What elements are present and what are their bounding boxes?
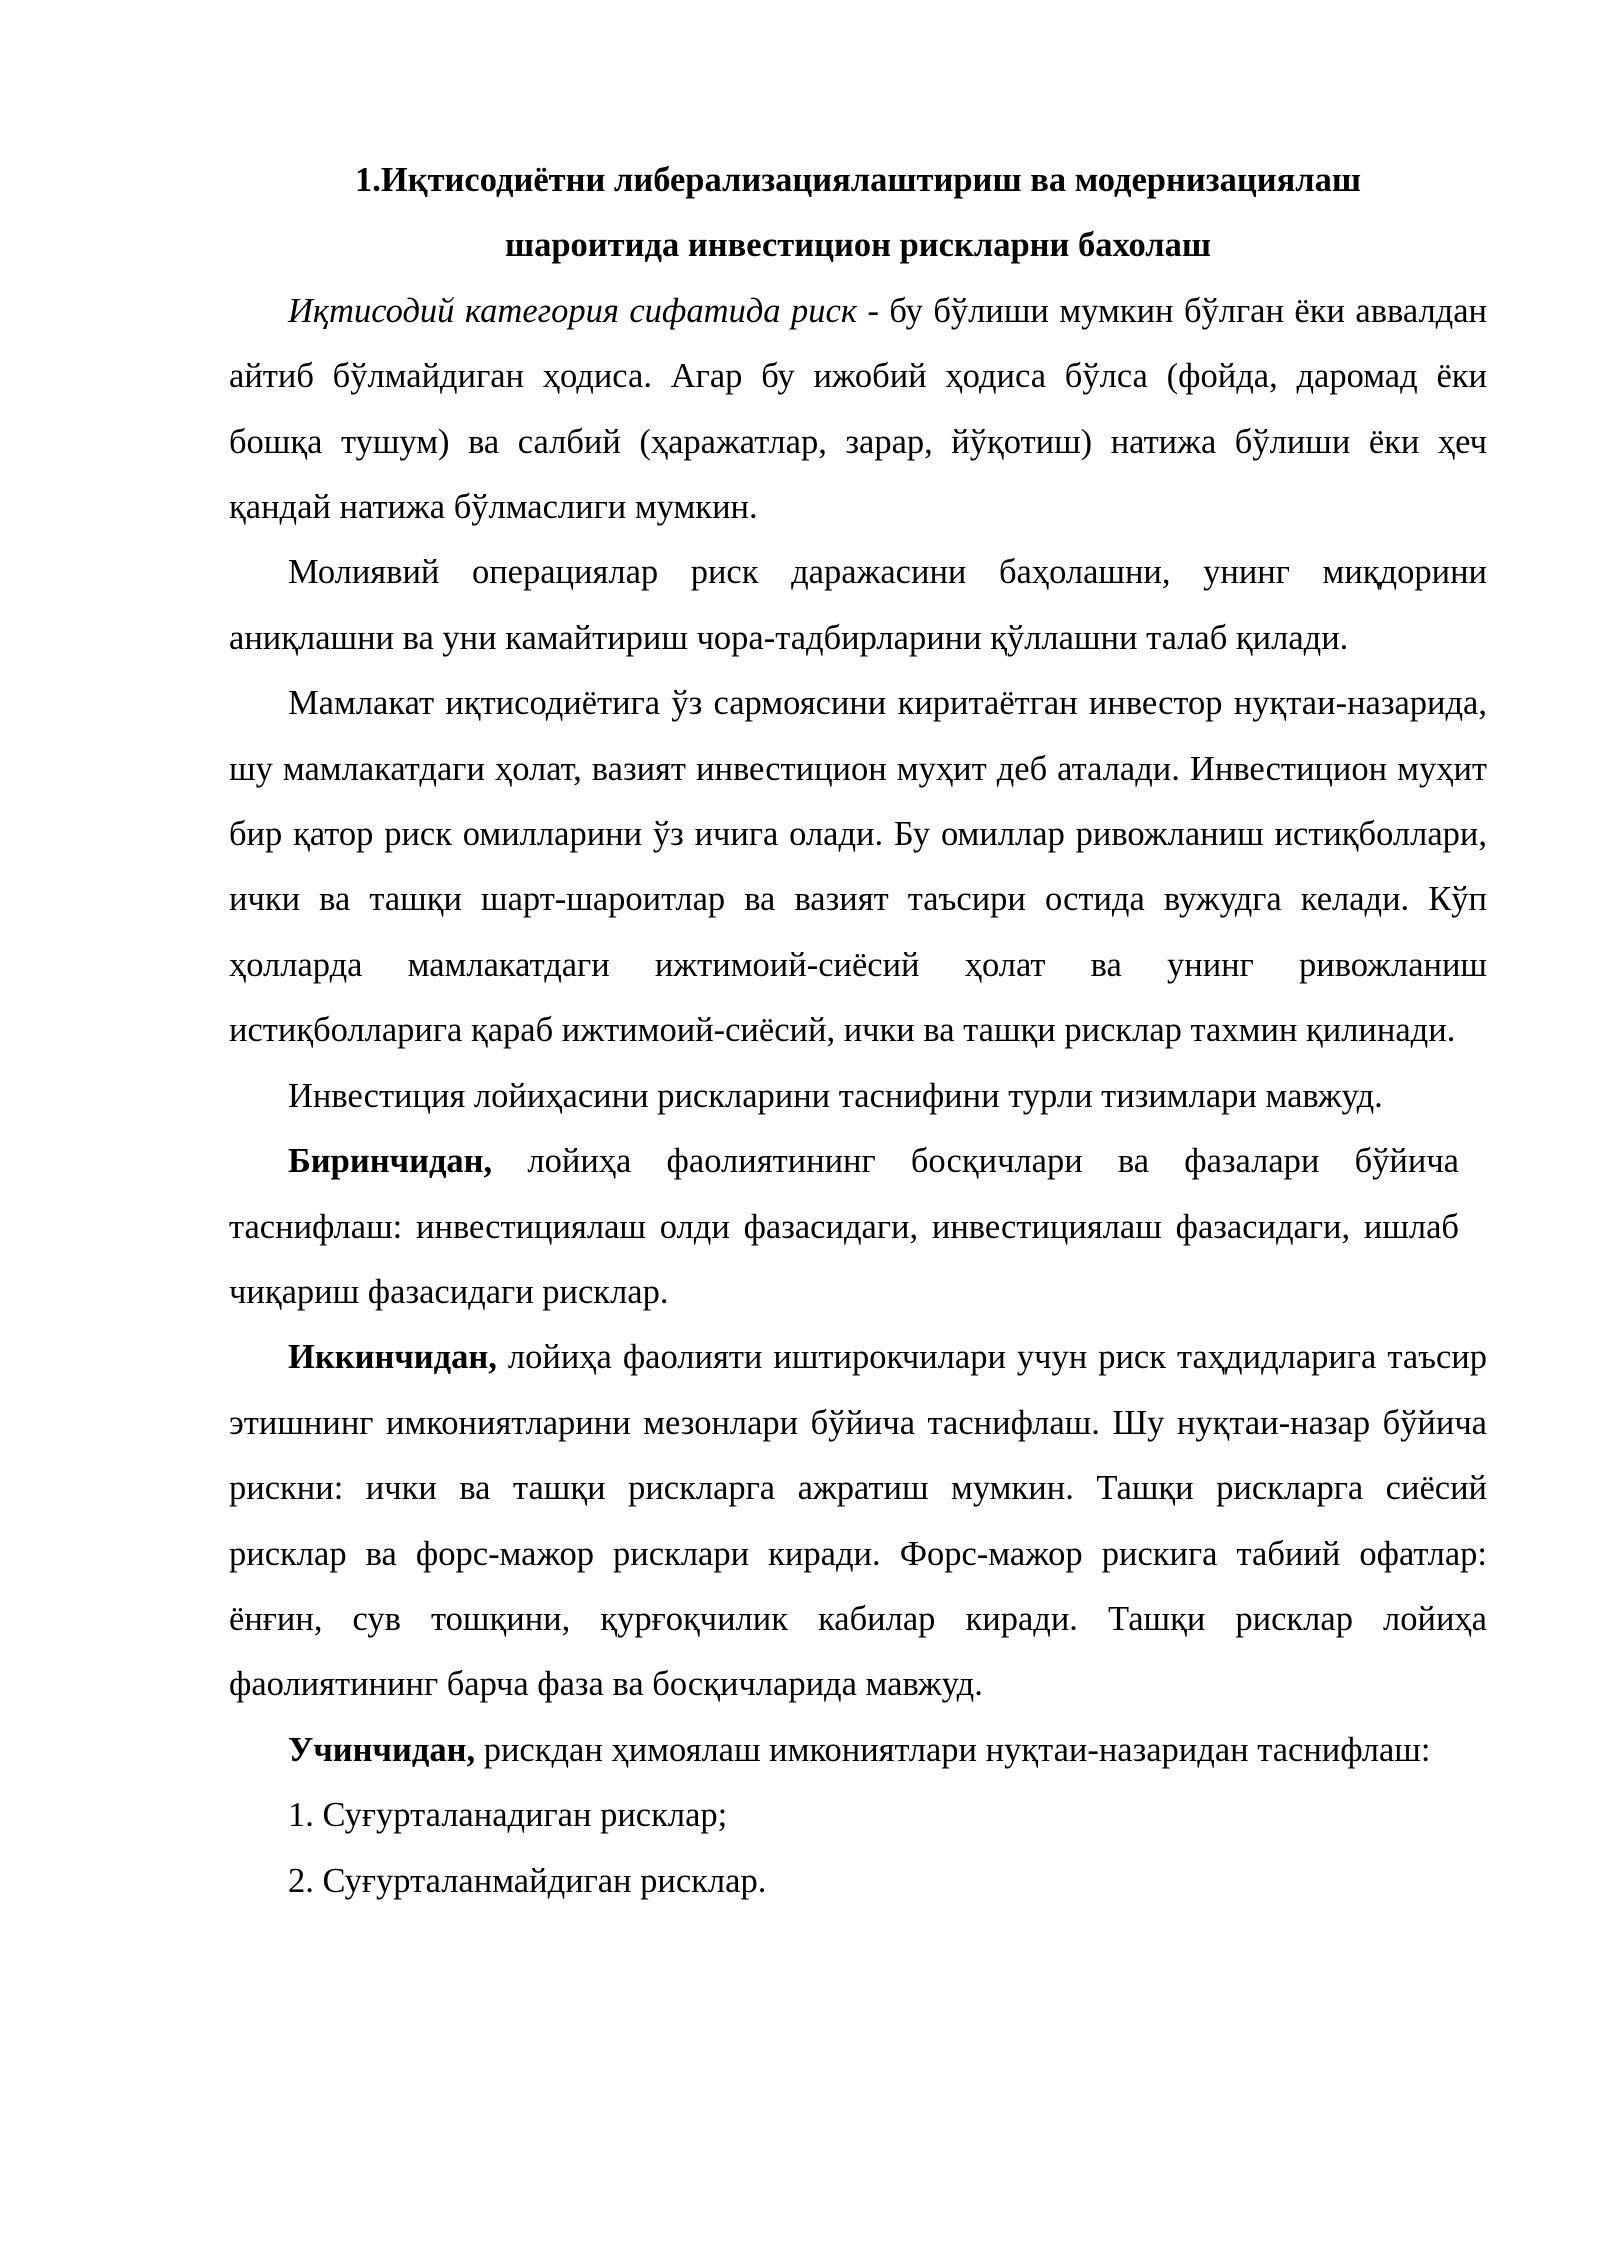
second-text: лойиҳа фаолияти иштирокчилари учун риск таҳдидларига таъсир этишнинг имкониятларини мезонлари бўйича таснифлаш. Шу нуқтаи-назар бўйича рискни: ички ва ташқи рискларга ажратиш мумкин. Ташқи рискларга сиёсий рисклар ва форс-мажор рисклари киради. Форс-мажор рискига табиий офатлар: ёнғин, сув тошқини, қурғоқчилик кабилар киради. Ташқи рисклар лойиҳа фаолиятининг барча фаза ва босқичларида мавжуд.: [229, 1338, 1487, 1704]
paragraph-first: [229, 1129, 1487, 1325]
document-title: [229, 148, 1487, 279]
second-lead: Иккинчидан,: [288, 1338, 497, 1377]
list-item: 2. Суғурталанмайдиган рисклар.: [288, 1861, 767, 1900]
title-line-2: шароитида инвестицион рискларни бахолаш: [504, 226, 1211, 265]
first-text: лойиҳа фаолиятининг босқичлари ва фазалари бўйича таснифлаш: инвестициялаш олди фазасидаги, инвестициялаш фазасидаги, ишлаб чиқариш фазасидаги рисклар.: [229, 1142, 1459, 1311]
third-text: рискдан ҳимоялаш имкониятлари нуқтаи-назаридан таснифлаш:: [475, 1730, 1431, 1769]
paragraph-second: [229, 1325, 1487, 1717]
first-lead: Биринчидан,: [288, 1142, 493, 1181]
title-line-1: 1.Иқтисодиётни либерализациялаштириш ва модернизациялаш: [355, 161, 1361, 199]
paragraph-risk-definition: [229, 279, 1487, 541]
paragraph-financial-operations: Молиявий операциялар риск даражасини баҳолашни, унинг миқдорини аниқлашни ва уни камайтириш чора-тадбирларини қўллашни талаб қилади.: [229, 553, 1487, 657]
paragraph-investment-climate: Мамлакат иқтисодиётига ўз сармоясини киритаётган инвестор нуқтаи-назарида, шу мамлакатдаги ҳолат, вазият инвестицион муҳит деб аталади. Инвестицион муҳит бир қатор риск омилларини ўз ичига олади. Бу омиллар ривожланиш истиқболлари, ички ва ташқи шарт-шароитлар ва вазият таъсири остида вужудга келади. Кўп ҳолларда мамлакатдаги ижтимоий-сиёсий ҳолат ва унинг ривожланиш истиқболларига қараб ижтимоий-сиёсий, ички ва ташқи рисклар тахмин қилинади.: [229, 684, 1487, 1050]
risk-definition-lead: Иқтисодий категория сифатида риск: [288, 291, 857, 330]
risk-definition-text: - бу бўлиши мумкин бўлган ёки аввалдан айтиб бўлмайдиган ҳодиса. Агар бу ижобий ҳодиса бўлса (фойда, даромад ёки бошқа тушум) ва салбий (ҳаражатлар, зарар, йўқотиш) натижа бўлиши ёки ҳеч қандай натижа бўлмаслиги мумкин.: [229, 291, 1487, 527]
third-lead: Учинчидан,: [288, 1730, 476, 1769]
paragraph-third: [229, 1718, 1487, 1783]
list-item: 1. Суғурталанадиган рисклар;: [288, 1796, 728, 1835]
paragraph-classification-systems: Инвестиция лойиҳасини рискларини таснифини турли тизимлари мавжуд.: [288, 1076, 1383, 1115]
document-page: [229, 148, 1487, 1914]
